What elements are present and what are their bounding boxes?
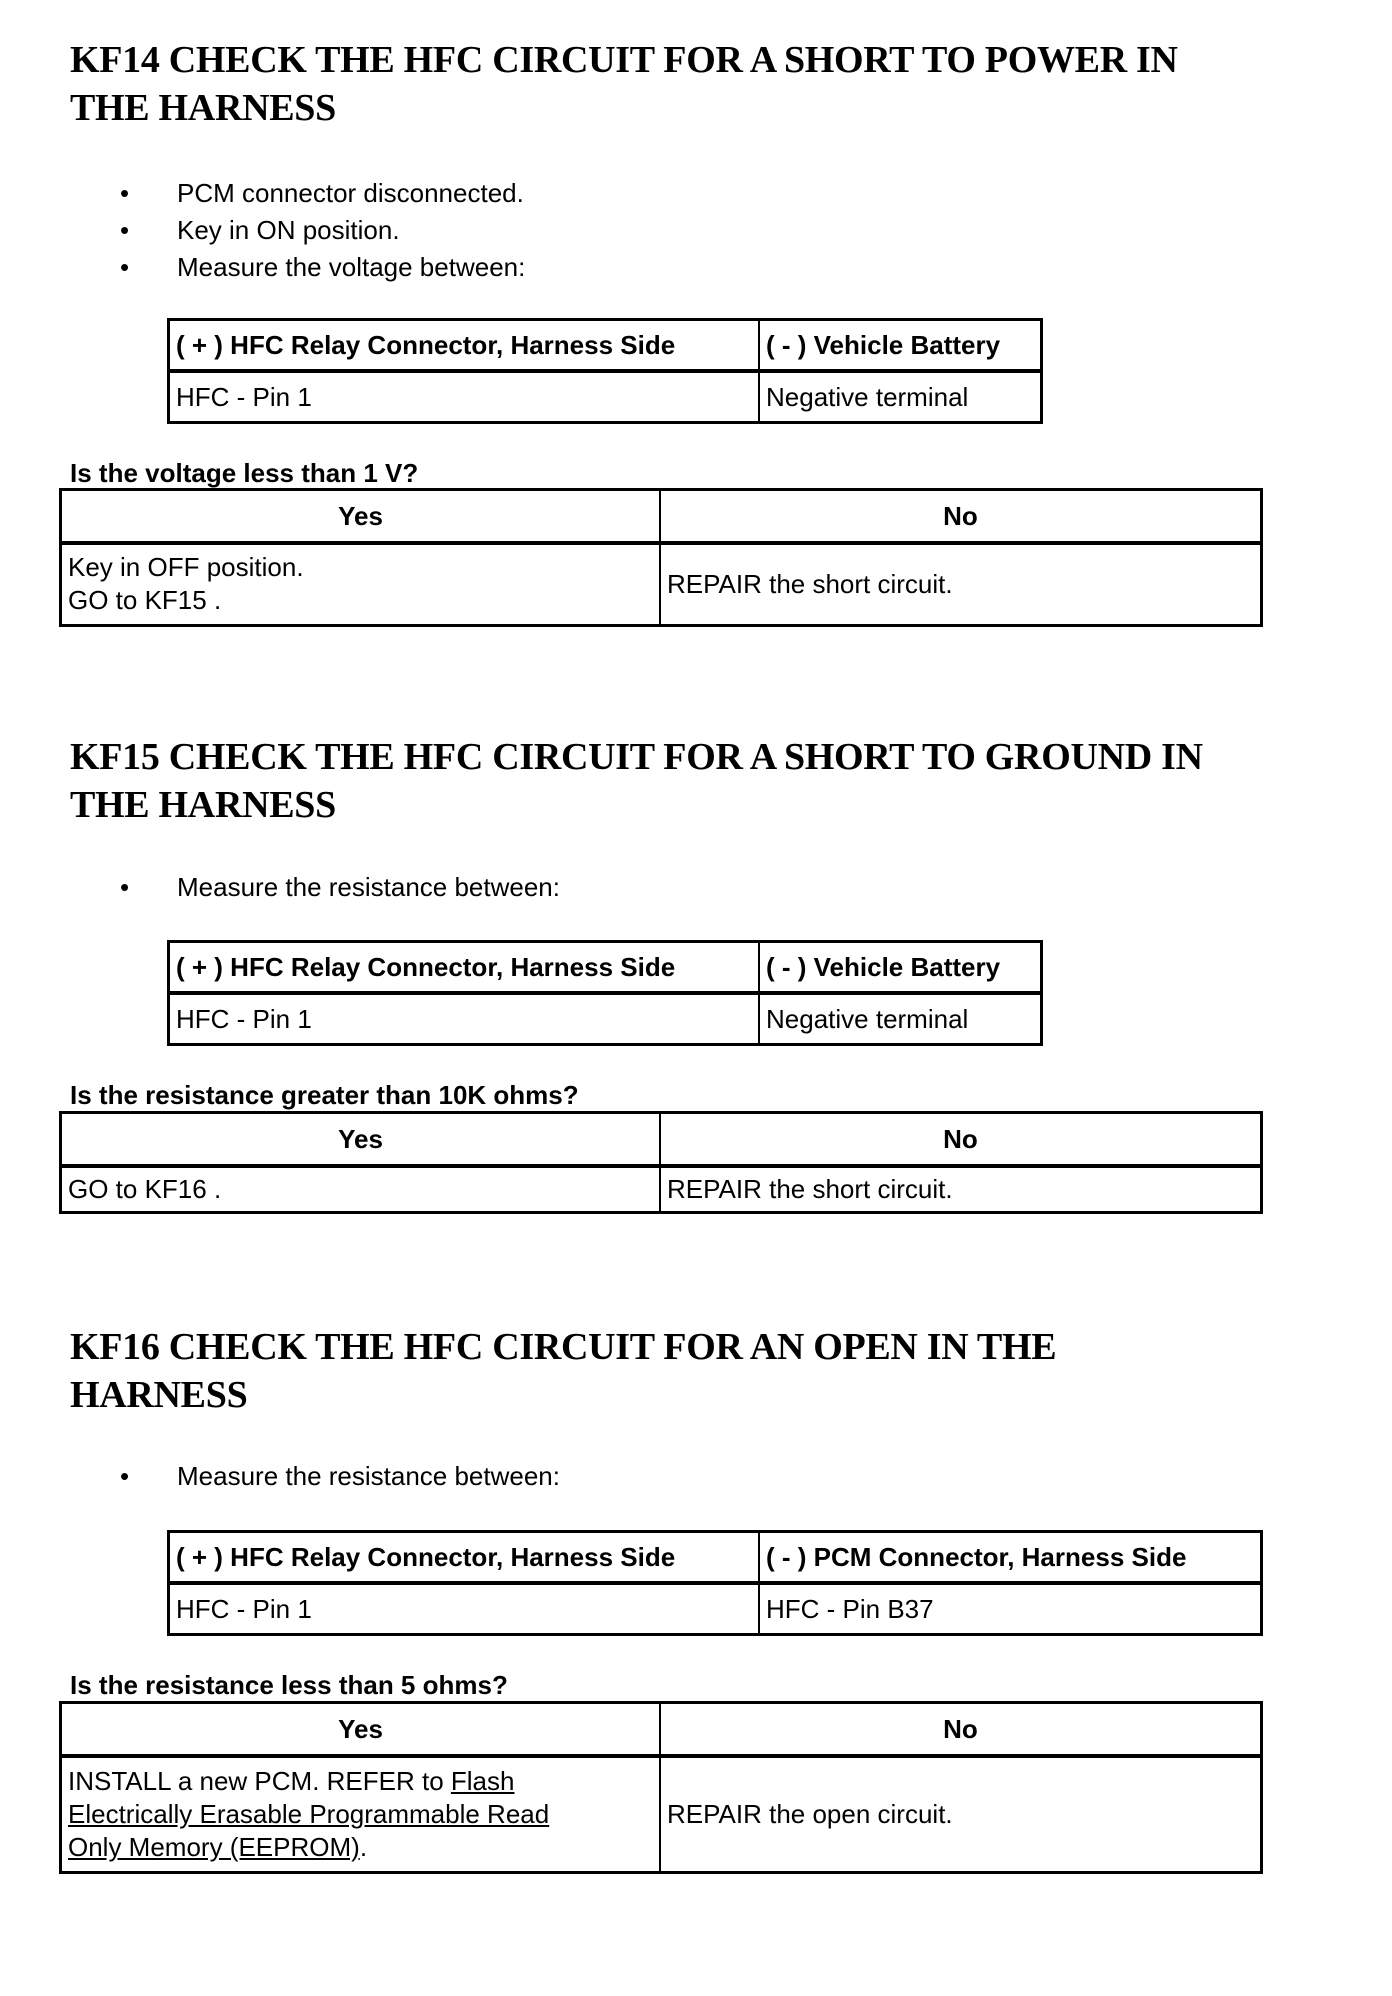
- kf14-title: [70, 36, 1370, 132]
- kf15-title-line2: THE HARNESS: [70, 784, 336, 826]
- list-item: • Measure the voltage between:: [120, 249, 525, 286]
- answer-yes-prefix: INSTALL a new PCM. REFER to: [68, 1765, 451, 1796]
- measure-col2-header: ( - ) Vehicle Battery: [759, 320, 1042, 372]
- kf14-measure-table: [167, 318, 1043, 424]
- kf16-title-line1: KF16 CHECK THE HFC CIRCUIT FOR AN OPEN IN THE: [70, 1326, 1057, 1368]
- kf16-question: Is the resistance less than 5 ohms?: [70, 1670, 508, 1700]
- kf15-title: [70, 733, 1370, 829]
- kf14-title-line2: THE HARNESS: [70, 87, 336, 129]
- list-item: • Measure the resistance between:: [120, 1458, 560, 1495]
- answer-yes-cell: [61, 1756, 661, 1872]
- kf14-title-line1: KF14 CHECK THE HFC CIRCUIT FOR A SHORT TO POWER IN: [70, 39, 1178, 81]
- kf15-title-line1: KF15 CHECK THE HFC CIRCUIT FOR A SHORT TO GROUND IN: [70, 736, 1203, 778]
- kf16-answer-table: [59, 1701, 1263, 1874]
- kf16-bullet-list: [120, 1458, 560, 1495]
- answer-yes-line1: Key in OFF position.: [68, 552, 304, 583]
- kf16-title-line2: HARNESS: [70, 1374, 248, 1416]
- answer-yes-header: Yes: [61, 1703, 661, 1757]
- answer-yes-suffix: .: [359, 1831, 368, 1862]
- measure-col2-header: ( - ) Vehicle Battery: [759, 942, 1042, 994]
- measure-col2-value: HFC - Pin B37: [759, 1583, 1262, 1635]
- kf14-bullet-list: [120, 175, 525, 286]
- answer-yes-header: Yes: [61, 1113, 661, 1167]
- kf15-answer-table: [59, 1111, 1263, 1214]
- kf14-answer-table: [59, 488, 1263, 627]
- answer-no-header: No: [660, 1113, 1262, 1167]
- measure-col2-value: Negative terminal: [759, 371, 1042, 423]
- kf15-bullet-list: [120, 869, 560, 906]
- answer-no-header: No: [660, 490, 1262, 544]
- kf15-question: Is the resistance greater than 10K ohms?: [70, 1080, 579, 1110]
- list-item: • PCM connector disconnected.: [120, 175, 525, 212]
- eeprom-link-line2[interactable]: Electrically Erasable Programmable Read: [68, 1798, 550, 1829]
- list-item: • Measure the resistance between:: [120, 869, 560, 906]
- answer-yes-line2: GO to KF15 .: [68, 585, 222, 616]
- kf15-measure-table: [167, 940, 1043, 1046]
- list-item: • Key in ON position.: [120, 212, 525, 249]
- measure-col2-value: Negative terminal: [759, 993, 1042, 1045]
- eeprom-link-line3[interactable]: Only Memory (EEPROM): [68, 1831, 360, 1862]
- answer-no-header: No: [660, 1703, 1262, 1757]
- measure-col1-value: HFC - Pin 1: [169, 1583, 760, 1635]
- measure-col2-header: ( - ) PCM Connector, Harness Side: [759, 1532, 1262, 1584]
- answer-no-cell: REPAIR the open circuit.: [660, 1756, 1262, 1872]
- answer-yes-header: Yes: [61, 490, 661, 544]
- answer-no-cell: REPAIR the short circuit.: [660, 543, 1262, 625]
- measure-col1-header: ( + ) HFC Relay Connector, Harness Side: [169, 942, 760, 994]
- kf16-title: [70, 1323, 1370, 1419]
- measure-col1-value: HFC - Pin 1: [169, 993, 760, 1045]
- measure-col1-header: ( + ) HFC Relay Connector, Harness Side: [169, 320, 760, 372]
- answer-yes-cell: GO to KF16 .: [61, 1166, 661, 1212]
- measure-col1-header: ( + ) HFC Relay Connector, Harness Side: [169, 1532, 760, 1584]
- eeprom-link-line1[interactable]: Flash: [450, 1765, 515, 1796]
- answer-no-cell: REPAIR the short circuit.: [660, 1166, 1262, 1212]
- answer-yes-cell: [61, 543, 661, 625]
- kf14-question: Is the voltage less than 1 V?: [70, 458, 419, 488]
- kf16-measure-table: [167, 1530, 1263, 1636]
- measure-col1-value: HFC - Pin 1: [169, 371, 760, 423]
